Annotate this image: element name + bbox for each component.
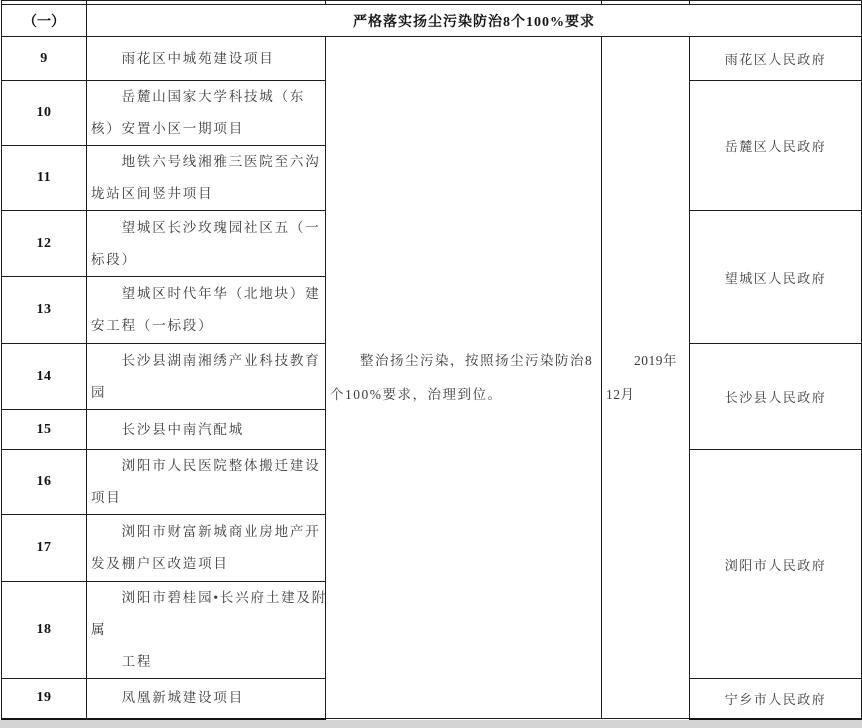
text-line: 地铁六号线湘雅三医院至六沟: [91, 154, 321, 169]
project-name-cell: [87, 277, 326, 344]
row-number-cell: 12: [2, 211, 87, 277]
text-line: 雨花区中城苑建设项目: [91, 50, 275, 66]
responsible-gov-cell: 望城区人民政府: [690, 211, 862, 344]
project-name-cell: [87, 344, 326, 410]
table-row: [2, 37, 862, 81]
task-cell: [326, 37, 602, 719]
responsible-gov-cell: 雨花区人民政府: [690, 37, 862, 81]
row-number-cell: 10: [2, 81, 87, 146]
text-line: 项目: [91, 490, 122, 505]
responsible-gov-cell: 浏阳市人民政府: [690, 450, 862, 679]
text-line: 整治扬尘污染，按照扬尘污染防治8: [330, 352, 594, 368]
section-title: 严格落实扬尘污染防治8个100%要求: [87, 5, 862, 37]
responsible-gov-cell: 长沙县人民政府: [690, 344, 862, 450]
text-line: 发及棚户区改造项目: [91, 556, 229, 571]
project-name-cell: [87, 582, 326, 679]
section-header-row: [2, 5, 862, 37]
row-number-cell: 17: [2, 515, 87, 582]
project-name-cell: [87, 146, 326, 211]
text-line: 长沙县中南汽配城: [91, 421, 244, 437]
text-line: 望城区时代年华（北地块）建: [91, 286, 321, 301]
text-line: 12月: [606, 386, 635, 402]
responsible-gov-cell: 岳麓区人民政府: [690, 81, 862, 211]
text-line: 个100%要求，治理到位。: [330, 386, 503, 402]
row-number-cell: 18: [2, 582, 87, 679]
responsible-gov-cell: 宁乡市人民政府: [690, 679, 862, 719]
text-line: 核）安置小区一期项目: [91, 121, 244, 136]
text-line: 园: [91, 384, 107, 400]
text-line: 望城区长沙玫瑰园社区五（一: [91, 219, 321, 235]
project-name-cell: [87, 679, 326, 719]
text-line: 岳麓山国家大学科技城（东: [91, 89, 306, 104]
row-number-cell: 19: [2, 679, 87, 719]
text-line: 属: [91, 622, 107, 637]
text-line: 凤凰新城建设项目: [91, 690, 244, 706]
text-line: 工程: [91, 654, 153, 669]
row-number-cell: 14: [2, 344, 87, 410]
text-line: 浏阳市人民医院整体搬迁建设: [91, 458, 321, 473]
project-name-cell: [87, 211, 326, 277]
project-name-cell: [87, 37, 326, 81]
project-name-cell: [87, 450, 326, 515]
row-number-cell: 13: [2, 277, 87, 344]
text-line: 浏阳市财富新城商业房地产开: [91, 524, 321, 539]
text-line: 标段）: [91, 251, 137, 267]
project-name-cell: [87, 410, 326, 450]
text-line: 浏阳市碧桂园•长兴府土建及附: [91, 590, 328, 605]
text-line: 2019年: [606, 352, 677, 368]
text-line: 长沙县湖南湘绣产业科技教育: [91, 352, 321, 368]
project-name-cell: [87, 515, 326, 582]
row-number-cell: 15: [2, 410, 87, 450]
section-label: （一）: [2, 5, 87, 37]
text-line: 安工程（一标段）: [91, 318, 214, 333]
dust-control-projects-table: [1, 0, 862, 720]
row-number-cell: 9: [2, 37, 87, 81]
project-name-cell: [87, 81, 326, 146]
row-number-cell: 11: [2, 146, 87, 211]
page-bottom-edge: [0, 720, 862, 728]
deadline-cell: [602, 37, 690, 719]
text-line: 垅站区间竖井项目: [91, 186, 214, 201]
row-number-cell: 16: [2, 450, 87, 515]
